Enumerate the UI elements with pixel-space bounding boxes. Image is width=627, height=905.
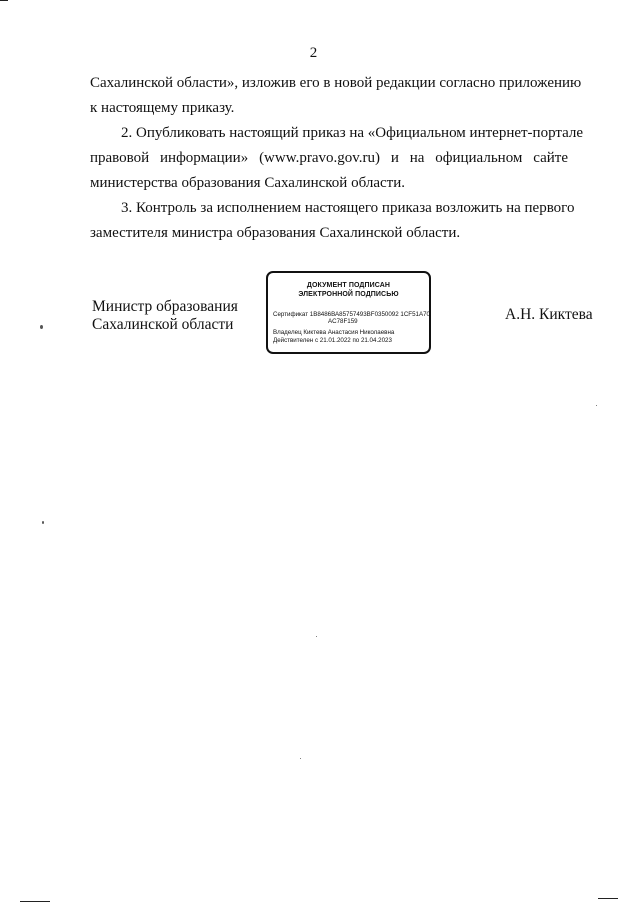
word: сайте <box>533 150 568 166</box>
word: информации» <box>160 150 249 166</box>
scan-speck <box>42 521 44 524</box>
item-3-line-2: заместителя министра образования Сахалинской области. <box>90 225 461 241</box>
scan-edge-mark <box>598 898 618 899</box>
word: и <box>390 150 399 166</box>
signatory-position-line-1: Министр образования <box>92 298 238 315</box>
item-2-line-3: министерства образования Сахалинской области. <box>90 175 405 191</box>
signatory-position-line-2: Сахалинской области <box>92 316 234 333</box>
stamp-certificate-cont: AC78F159 <box>328 318 358 325</box>
item-3-line-1: 3. Контроль за исполнением настоящего приказа возложить на первого <box>121 200 575 216</box>
item-2-line-1: 2. Опубликовать настоящий приказ на «Официальном интернет-портале <box>121 125 584 141</box>
scan-edge-mark <box>0 0 8 1</box>
signatory-name: А.Н. Киктева <box>505 306 593 323</box>
scan-speck <box>300 758 301 759</box>
word: официальном <box>435 150 523 166</box>
scan-speck <box>596 405 597 406</box>
item-2-line-2 <box>90 150 568 167</box>
body-line-2: к настоящему приказу. <box>90 100 235 116</box>
stamp-validity: Действителен с 21.01.2022 по 21.04.2023 <box>273 337 392 344</box>
stamp-title <box>268 281 429 299</box>
electronic-signature-stamp <box>266 271 431 354</box>
url-text: (www.pravo.gov.ru) <box>259 150 380 166</box>
body-line-1: Сахалинской области», изложив его в новой редакции согласно приложению <box>90 75 582 91</box>
stamp-owner: Владелец Киктева Анастасия Николаевна <box>273 329 395 336</box>
word: правовой <box>90 150 150 166</box>
word: на <box>409 150 425 166</box>
stamp-certificate: Сертификат 1В8486ВА85757493ВF0350092 1CF51A70 <box>273 311 430 318</box>
scan-speck <box>40 325 43 329</box>
stamp-title-line-1: ДОКУМЕНТ ПОДПИСАН <box>306 282 391 289</box>
stamp-title-line-2: ЭЛЕКТРОННОЙ ПОДПИСЬЮ <box>298 291 399 298</box>
page-number: 2 <box>309 45 318 61</box>
scan-speck <box>316 636 317 637</box>
scan-edge-mark <box>20 901 50 902</box>
